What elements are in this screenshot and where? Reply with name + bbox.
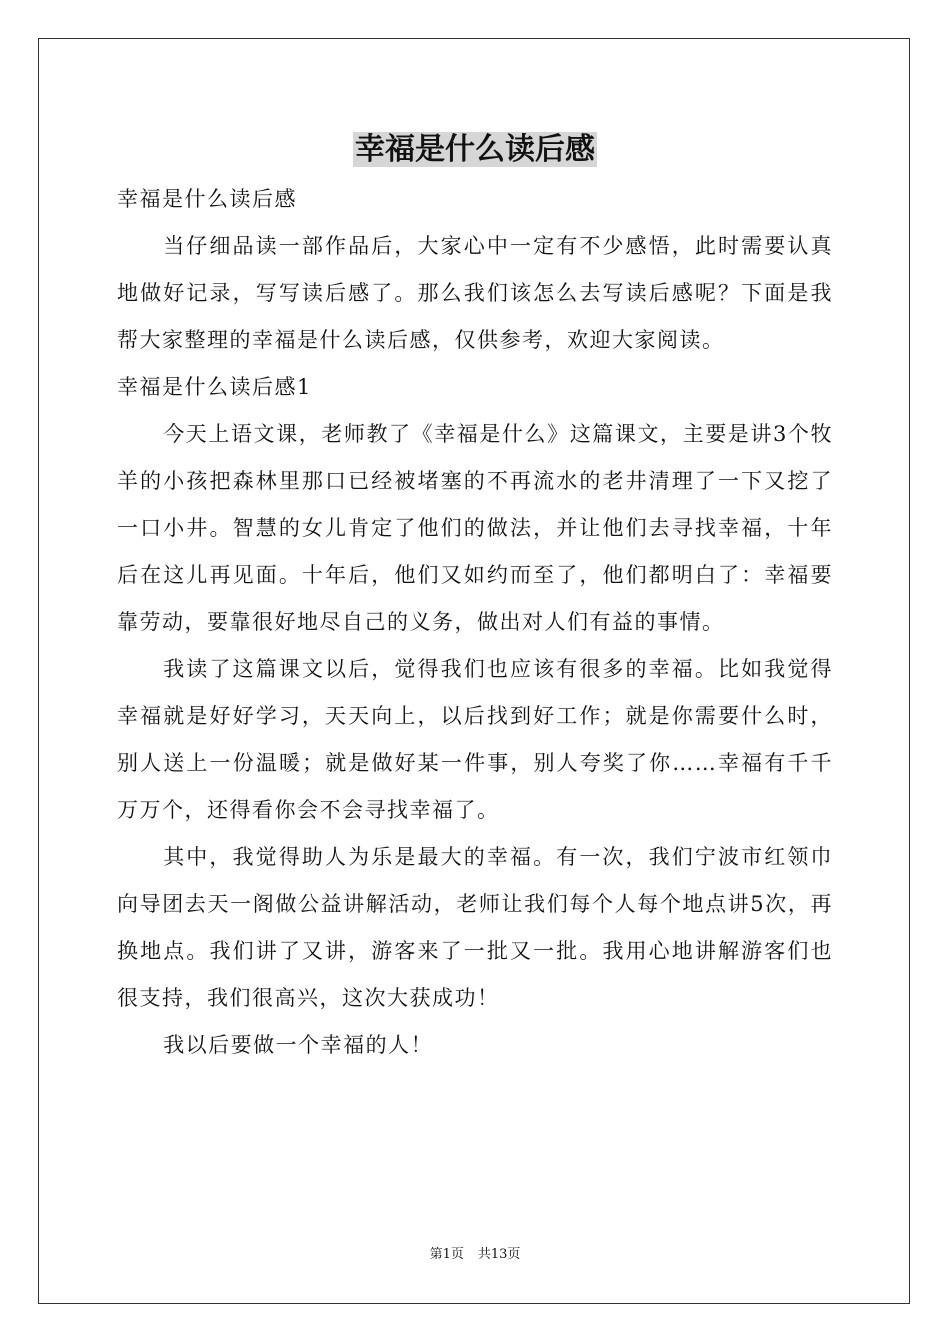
body-paragraph: 今天上语文课，老师教了《幸福是什么》这篇课文，主要是讲3个牧羊的小孩把森林里那口已经被堵塞的不再流水的老井清理了一下又挖了一口小井。智慧的女儿肯定了他们的做法，并让他们去寻找幸福，十年后在这儿再见面。十年后，他们又如约而至了，他们都明白了：幸福要靠劳动，要靠很好地尽自己的义务，做出对人们有益的事情。 [117,422,833,634]
section-heading: 幸福是什么读后感1 [117,375,312,399]
body-paragraph: 当仔细品读一部作品后，大家心中一定有不少感悟，此时需要认真地做好记录，写写读后感了。那么我们该怎么去写读后感呢？下面是我帮大家整理的幸福是什么读后感，仅供参考，欢迎大家阅读。 [117,234,833,352]
document-body [117,176,833,1069]
section-heading: 幸福是什么读后感 [117,187,297,211]
body-paragraph: 我读了这篇课文以后，觉得我们也应该有很多的幸福。比如我觉得幸福就是好好学习，天天向上，以后找到好工作；就是你需要什么时，别人送上一份温暖；就是做好某一件事，别人夸奖了你……幸福有千千万万个，还得看你会不会寻找幸福了。 [117,657,833,822]
page-total: 共13页 [477,1247,521,1262]
document-title [0,128,950,172]
document-title-text: 幸福是什么读后感 [355,132,595,167]
body-paragraph: 其中，我觉得助人为乐是最大的幸福。有一次，我们宁波市红领巾向导团去天一阁做公益讲解活动，老师让我们每个人每个地点讲5次，再换地点。我们讲了又讲，游客来了一批又一批。我用心地讲解游客们也很支持，我们很高兴，这次大获成功！ [117,845,833,1010]
page-number: 第1页 [429,1247,464,1262]
body-paragraph: 我以后要做一个幸福的人！ [163,1033,434,1057]
page-footer [0,1245,950,1265]
